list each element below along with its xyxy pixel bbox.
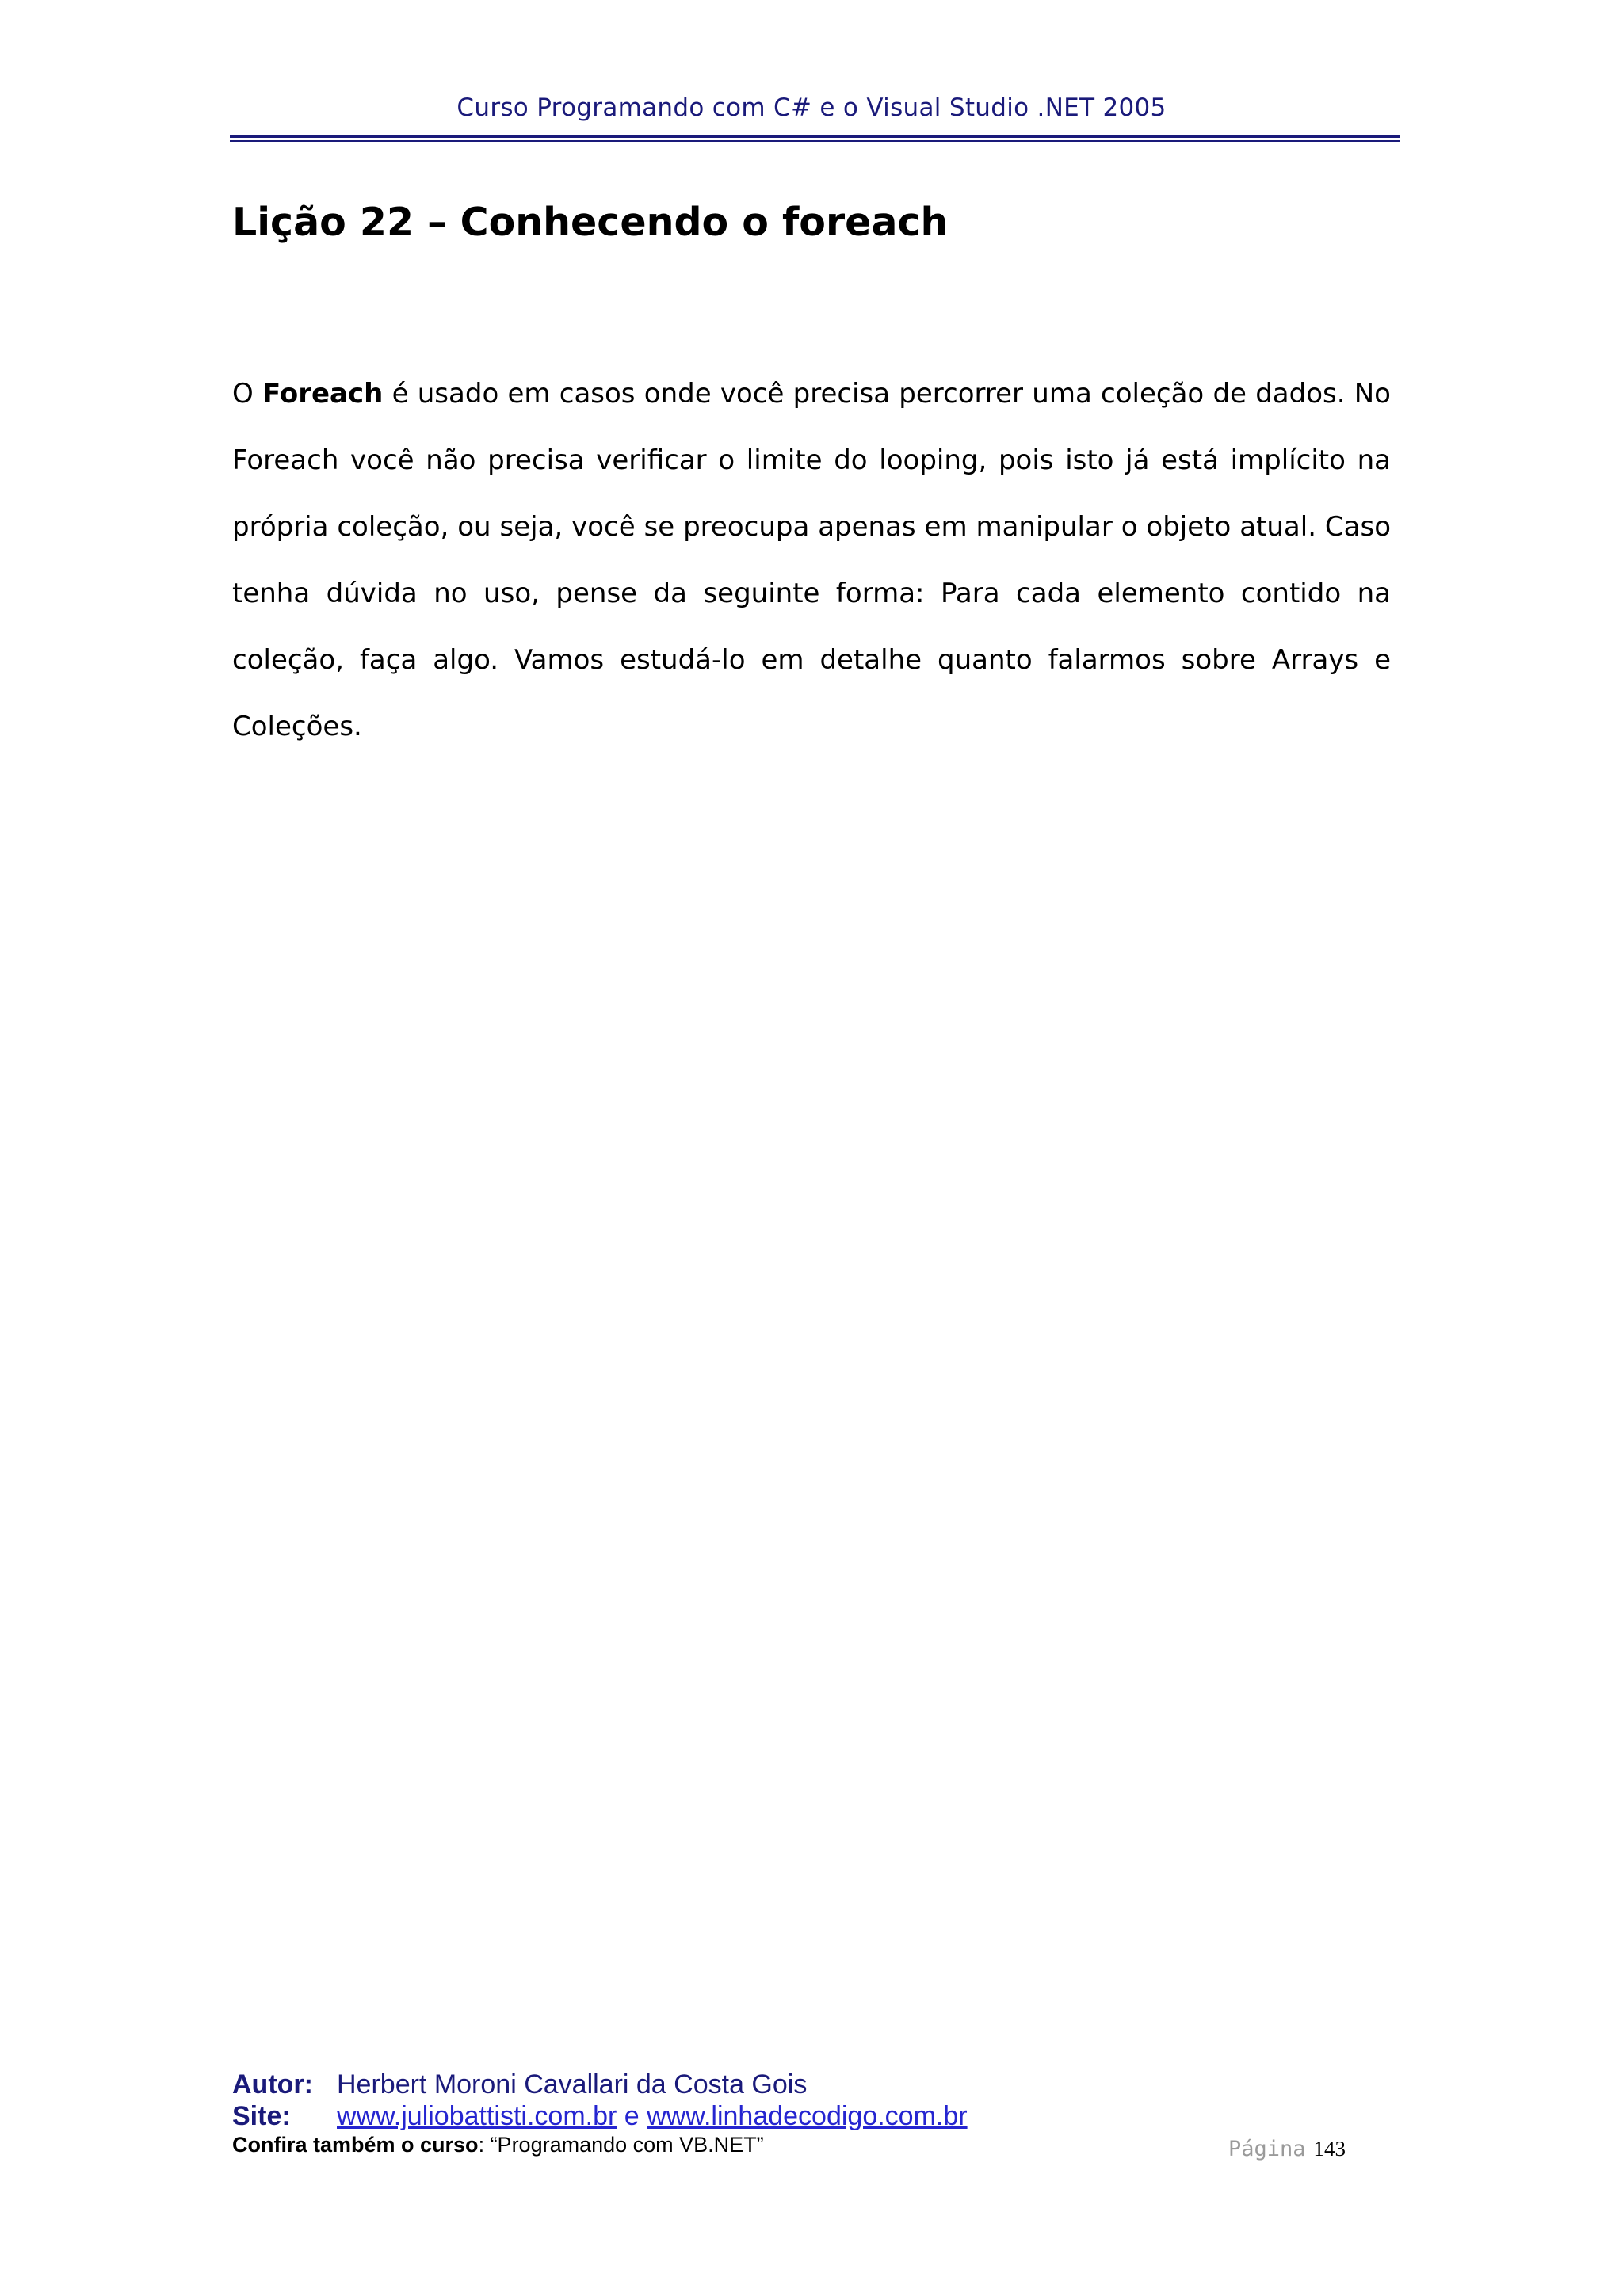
page-footer [232,2069,968,2160]
course-label: Confira também o curso [232,2133,479,2157]
paragraph-text: é usado em casos onde você precisa percorrer uma coleção de dados. No Foreach você não precisa verificar o limite do looping, pois isto já está implícito na própria coleção, ou seja, você se preocupa apenas em manipular o objeto atual. Caso tenha dúvida no uso, pense da seguinte forma: Para cada elemento contido na coleção, faça algo. Vamos estudá-lo em detalhe quanto falarmos sobre Arrays e Coleções. [232,378,1391,742]
footer-site-row [232,2101,968,2133]
lesson-heading: Lição 22 – Conhecendo o foreach [232,200,949,245]
author-label: Autor: [232,2069,313,2100]
header-rule-thick [230,135,1400,138]
foreach-term: Foreach [262,378,384,410]
intro-word: O [232,378,263,410]
body-paragraph [232,360,1391,760]
course-text: : “Programando com VB.NET” [478,2133,764,2157]
footer-author-row [232,2069,968,2101]
site-separator: e [617,2101,647,2131]
footer-course-row [232,2133,968,2160]
page-number [1228,2137,1346,2161]
page-number-value: 143 [1313,2137,1346,2161]
header-rule-thin [230,140,1400,142]
site-label: Site: [232,2101,291,2131]
running-header-title: Curso Programando com C# e o Visual Studio .NET 2005 [456,93,1167,122]
author-name: Herbert Moroni Cavallari da Costa Gois [337,2069,808,2100]
site-link-linhadecodigo[interactable]: www.linhadecodigo.com.br [647,2101,968,2131]
page-label: Página [1228,2137,1306,2161]
site-link-juliobattisti[interactable]: www.juliobattisti.com.br [337,2101,617,2131]
